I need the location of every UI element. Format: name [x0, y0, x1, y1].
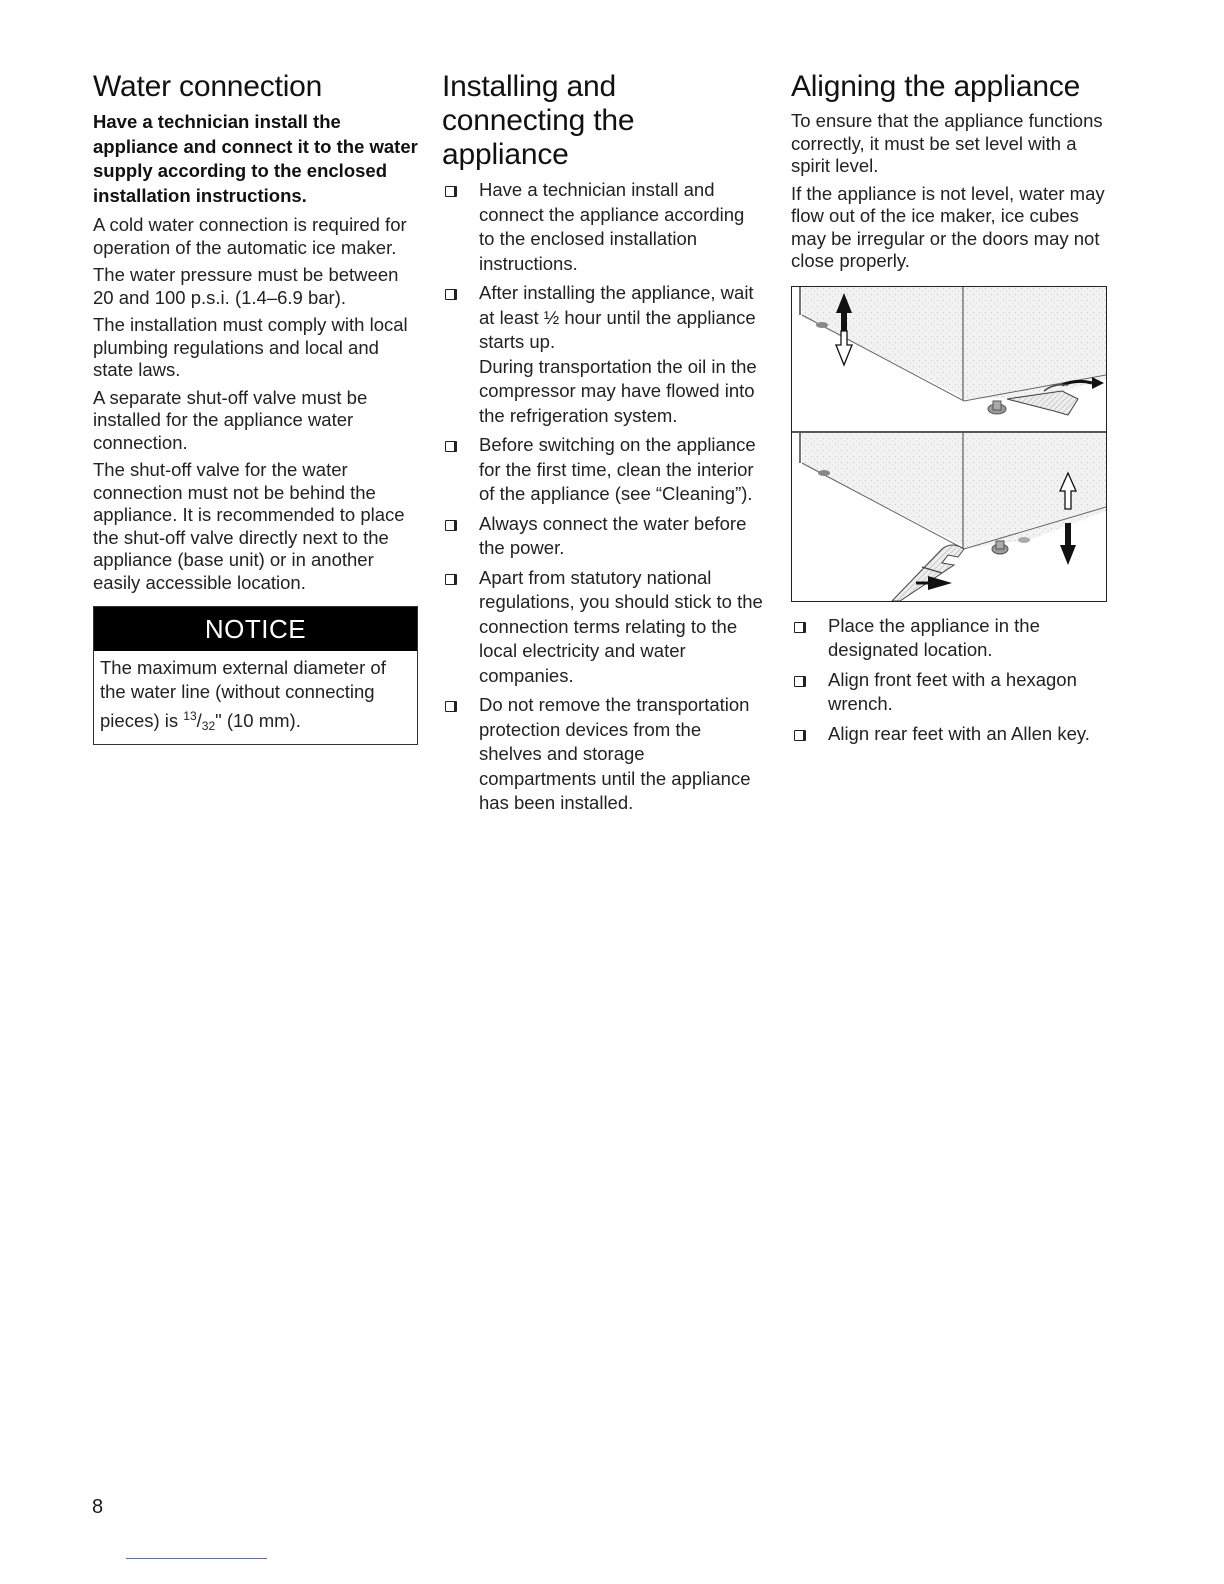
align-list	[791, 614, 1113, 747]
fraction-denominator: 32	[201, 719, 216, 734]
checkbox-bullet-icon	[445, 574, 457, 585]
footer-rule	[126, 1558, 267, 1559]
aligning-section	[791, 70, 1113, 751]
checkbox-bullet-icon	[794, 622, 806, 633]
checkbox-bullet-icon	[794, 676, 806, 687]
paragraph: A separate shut-off valve must be installed for the appliance water connection.	[93, 386, 368, 453]
checkbox-bullet-icon	[445, 289, 457, 300]
list-item: Align front feet with a hexagon wrench.	[791, 668, 1113, 717]
list-item: Always connect the water before the power.	[442, 512, 764, 561]
list-item: Apart from statutory national regulations, you should stick to the connection terms relating to the local electricity and water companies.	[442, 566, 764, 689]
checkbox-bullet-icon	[794, 730, 806, 741]
paragraph: To ensure that the appliance functions correctly, it must be set level with a spirit level.	[791, 110, 1103, 176]
notice-title: NOTICE	[94, 607, 417, 651]
fraction-numerator: 13	[183, 709, 197, 723]
section-title: Aligning the appliance	[791, 70, 1081, 103]
checkbox-bullet-icon	[445, 520, 457, 531]
checkbox-bullet-icon	[445, 186, 457, 197]
page-number: 8	[92, 1496, 104, 1518]
checkbox-bullet-icon	[445, 441, 457, 452]
list-item: After installing the appliance, wait at least ½ hour until the appliance starts up. During transportation the oil in the compressor may have flowed into the refrigeration system.	[442, 281, 764, 428]
installing-section	[442, 70, 764, 821]
list-item: Place the appliance in the designated location.	[791, 614, 1113, 663]
section-title: Water connection	[93, 70, 323, 103]
item-note: During transportation the oil in the compressor may have flowed into the refrigeration system.	[479, 355, 757, 426]
alignment-illustration	[791, 286, 1107, 602]
notice-box	[93, 606, 418, 745]
notice-text: The maximum external diameter of the water line (without connecting pieces) is $^{13}$/32" (10 mm).	[100, 657, 386, 734]
lead-text: Have a technician install the appliance and connect it to the water supply according to the enclosed installation instructions.	[93, 111, 418, 206]
paragraph: If the appliance is not level, water may flow out of the ice maker, ice cubes may be irregular or the doors may not close properly.	[791, 182, 1105, 271]
appliance-feet-diagram	[792, 287, 1106, 601]
list-item: Before switching on the appliance for the first time, clean the interior of the appliance (see “Cleaning”).	[442, 433, 764, 507]
list-item: Align rear feet with an Allen key.	[791, 722, 1113, 747]
paragraph: A cold water connection is required for operation of the automatic ice maker.	[93, 214, 407, 258]
list-item: Do not remove the transportation protection devices from the shelves and storage compartments until the appliance has been installed.	[442, 693, 764, 816]
install-list	[442, 178, 764, 816]
paragraph: The shut-off valve for the water connection must not be behind the appliance. It is recommended to place the shut-off valve directly next to the appliance (base unit) or in another easily accessible location.	[93, 459, 405, 593]
checkbox-bullet-icon	[445, 701, 457, 712]
rear-feet-panel	[800, 287, 1106, 415]
list-item: Have a technician install and connect the appliance according to the enclosed installation instructions.	[442, 178, 764, 276]
paragraph: The water pressure must be between 20 and 100 p.s.i. (1.4–6.9 bar).	[93, 264, 399, 308]
paragraph: The installation must comply with local plumbing regulations and local and state laws.	[93, 314, 408, 380]
notice-text-b: " (10 mm).	[215, 710, 301, 732]
water-connection-section	[93, 70, 418, 745]
section-title: Installing and connecting the appliance	[442, 70, 635, 171]
front-feet-panel	[800, 433, 1106, 601]
notice-text-a: The maximum external diameter of the water line (without connecting pieces) is	[100, 657, 386, 732]
